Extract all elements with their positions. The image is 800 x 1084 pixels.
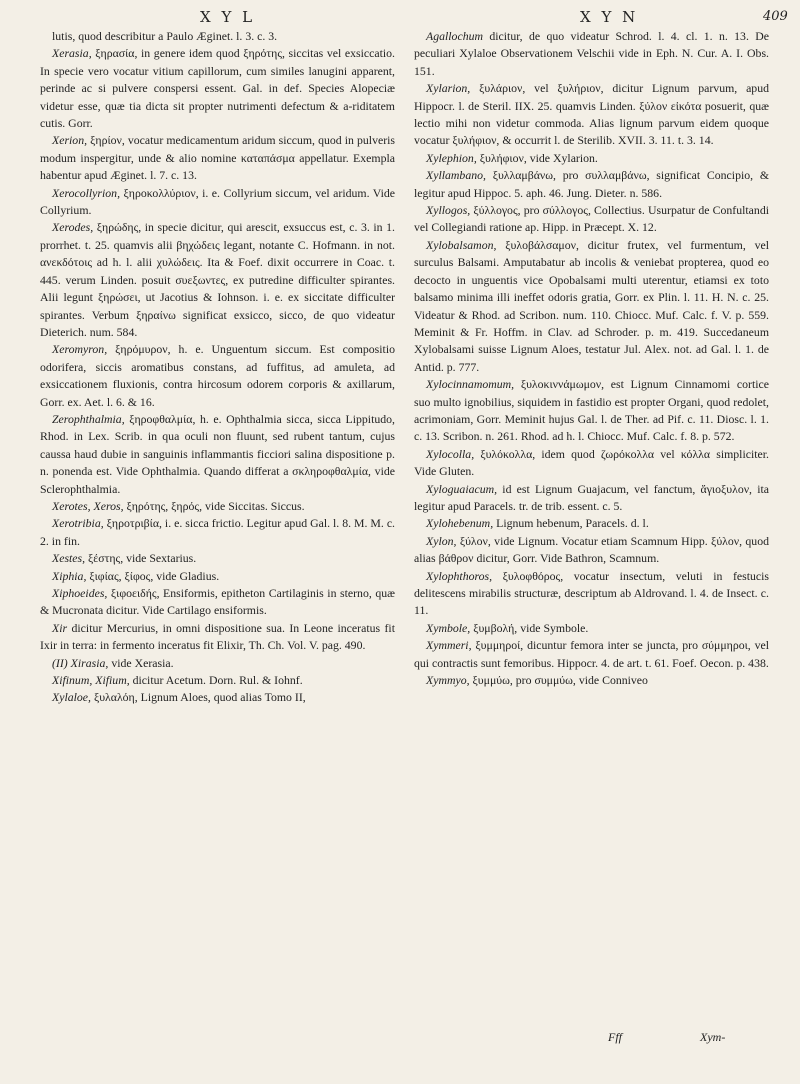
dictionary-entry <box>414 150 769 167</box>
dictionary-entry <box>40 45 395 132</box>
entry-text: ξηρότης, ξηρός, vide Siccitas. Siccus. <box>126 498 305 513</box>
dictionary-entry <box>414 568 769 620</box>
entry-text: ξηρώδης, in specie dicitur, qui arescit, exsuccus est, c. 3. in 1. prorrhet. t. 25. quamvis alii βηχώδεις legant, notante C. Hofmann. in not. ανεκδότοις ad h. l. alii χυλώδεις. Ita & Foef. dixit occurrere in Coac. t. 445. verum Linden. posuit συεξωντες, ex putredine difficulter spirantes. Alii legunt ξηρώσει, ut Jacotius & Iohnson. i. e. ex siccitate difficulter spirantes. Verbum ξηραίνω significat exsicco, sicco, de quo videatur Dieterich. num. 584. <box>40 220 396 339</box>
entry-text: ξυλαλόη, Lignum Aloes, quod alias Tomo II, <box>93 690 306 705</box>
dictionary-entry <box>414 237 769 376</box>
entry-term: Xerion, <box>52 133 88 148</box>
dictionary-entry <box>414 202 769 237</box>
header-right: X Y N <box>580 8 639 26</box>
dictionary-entry <box>40 568 395 585</box>
dictionary-entry <box>414 167 769 202</box>
entry-text: ξυλοκιννάμωμον, est Lignum Cinnamomi cortice suo multo ignobilius, siquidem in fastidio est propter Organi, quod redolet, acrimoniam, Gorr. Meminit hujus Gal. l. de Ther. ad Pif. c. 11. Diosc. l. 1. c. 13. Scribon. n. 261. Rhod. ad h. l. Chiocc. Muf. Calc. f. 8. p. 572. <box>414 377 769 444</box>
entry-term: Xylocolla, <box>426 446 475 461</box>
entry-term: Xerocollyrion, <box>52 185 121 200</box>
entry-term: Xyllogos, <box>426 203 471 218</box>
entry-term: Xiphoeides, <box>52 586 108 600</box>
entry-term: Xylocinnamomum, <box>426 377 515 392</box>
dictionary-entry <box>40 28 395 45</box>
entry-term: Xyloguaiacum, <box>426 481 498 496</box>
catchword: Xym- <box>700 1030 726 1044</box>
entry-text: id est Lignum Guajacum, vel fanctum, ἅγιοξυλον, ita legitur apud Paracels. tr. de trib. essent. c. 5. <box>414 481 769 513</box>
entry-text: ξυμμύω, pro συμμύω, vide Conniveo <box>472 673 648 688</box>
dictionary-entry <box>414 80 769 150</box>
dictionary-entry <box>414 620 769 637</box>
dictionary-entry <box>414 672 769 689</box>
entry-text: ξηροφθαλμία, h. e. Ophthalmia sicca, sicca Lippitudo, Rhod. in Lex. Scrib. in qua oculi non fluunt, sed rubent tantum, cujus caussa haud dubie in sanguinis inflammantis ficciori salina dispositione p. n. ponenda est. Vide Ophthalmia. Quando differat a σκληροφθαλμία, vide Sclerophthalmia. <box>40 411 395 496</box>
entry-term: Xylohebenum, <box>426 516 494 531</box>
entry-text: ξηρασία, in genere idem quod ξηρότης, siccitas vel exsiccatio. In specie vero vocatur vitium capillorum, cum similes lanugini apparent, perinde ac si pulvere conspersi essent. Gal. in def. Species Alopeciæ videtur esse, quæ tia dicta sit propter nutrimenti defectum & a-riditatem cutis. Gorr. <box>40 46 395 131</box>
right-column <box>414 28 769 689</box>
entry-term: Zerophthalmia, <box>52 411 125 426</box>
entry-term: (II) Xirasia, <box>52 655 109 670</box>
entry-text: dicitur Acetum. Dorn. Rul. & Iohnf. <box>132 673 303 688</box>
entry-text: ξυλόκολλα, idem quod ζωρόκολλα vel κόλλα simpliciter. Vide Gluten. <box>414 446 769 479</box>
entry-term: Xeromyron, <box>52 342 108 357</box>
entry-term: Xerotes, Xeros, <box>52 498 124 513</box>
entry-text: ξέστης, vide Sextarius. <box>88 551 197 566</box>
dictionary-entry <box>414 376 769 446</box>
dictionary-entry <box>40 341 395 411</box>
entry-term: Xerotribia, <box>52 516 104 531</box>
entry-term: Xir <box>52 620 68 635</box>
entry-term: Xyllambano, <box>426 168 486 183</box>
dictionary-entry <box>414 28 769 80</box>
left-column <box>40 28 395 707</box>
dictionary-entry <box>414 533 769 568</box>
entry-text: ξηρίον, vocatur medicamentum aridum siccum, quod in pulveris modum inspergitur, unde & alio nomine καταπάσμα appellatur. Exempla habentur apud Æginet. l. 7. c. 13. <box>40 133 395 183</box>
dictionary-entry <box>40 655 395 672</box>
dictionary-entry <box>40 620 395 655</box>
dictionary-entry <box>40 689 395 706</box>
dictionary-entry <box>40 498 395 515</box>
entry-term: Xerasia, <box>52 46 92 61</box>
entry-text: Lignum hebenum, Paracels. d. l. <box>496 516 649 531</box>
page-number: 409 <box>763 9 788 24</box>
entry-text: ξυλάριον, vel ξυλήριον, dicitur Lignum parvum, apud Hippocr. l. de Steril. IIX. 25. quamvis Linden. ξύλον εἰκότα posuerit, quæ lectio mihi non videtur commoda. Alias lignum parvum eidem quoque vocatur ξυλήφιον, & occurrit l. de Sterilib. XVII. 3. 11. t. 3. 14. <box>414 81 770 148</box>
entry-term: Xymmyo, <box>426 673 470 688</box>
entry-text: ξύλλογος, pro σύλλογος, Collectius. Usurpatur de Confultandi vel Collegiandi ratione ap. Hipp. in Præcept. X. 12. <box>414 203 769 235</box>
entry-text: ξιφίας, ξίφος, vide Gladius. <box>89 568 220 583</box>
dictionary-entry <box>414 515 769 532</box>
entry-text: ξυλοφθόρος, vocatur insectum, veluti in festucis delitescens mirabilis structuræ, descriptum ab Aldrovand. l. 4. de Insect. c. 11. <box>414 568 769 618</box>
entry-text: ξηροκολλύριον, i. e. Collyrium siccum, vel aridum. Vide Collyrium. <box>40 185 395 218</box>
dictionary-entry <box>414 446 769 481</box>
entry-text: ξυλήφιον, vide Xylarion. <box>479 150 598 165</box>
entry-term: Xerodes, <box>52 220 94 235</box>
entry-term: Xifinum, Xifium, <box>52 673 130 688</box>
entry-text: ξυλλαμβάνω, pro συλλαμβάνω, significat Concipio, & legitur apud Hippoc. 5. aph. 46. Jung. Dieter. n. 586. <box>414 168 769 200</box>
dictionary-entry <box>414 637 769 672</box>
header-left: X Y L <box>200 8 256 26</box>
entry-term: Xymmeri, <box>426 638 472 653</box>
dictionary-entry <box>40 550 395 567</box>
entry-term: Xylarion, <box>426 81 471 96</box>
entry-text: dicitur, de quo videatur Schrod. l. 4. cl. 1. n. 13. De peculiari Xylaloe Observationem Velschii vide in Eph. N. Cur. A. I. Obs. 151. <box>414 29 769 78</box>
entry-text: ξιφοειδής, Ensiformis, epitheton Cartilaginis in sterno, quæ & Mucronata dicitur. Vide Cartilago ensiformis. <box>40 586 395 618</box>
dictionary-entry <box>40 132 395 184</box>
dictionary-entry <box>40 185 395 220</box>
entry-term: Xylon, <box>426 533 457 548</box>
entry-term: Xymbole, <box>426 620 471 635</box>
entry-term: Agallochum <box>426 29 484 43</box>
entry-text: ξηροτριβία, i. e. sicca frictio. Legitur apud Gal. l. 8. M. M. c. 2. in fin. <box>40 516 396 548</box>
entry-text: ξηρόμυρον, h. e. Unguentum siccum. Est compositio odorifera, siccis aromatibus constans, ad fuffitus, ad amuleta, ad exsiccationem fluxionis, contra hircosum odorem corporis & axillarum, Gorr. ex. Aet. l. 6. & 16. <box>40 342 396 409</box>
signature-mark: Fff <box>608 1030 622 1044</box>
dictionary-entry <box>40 515 395 550</box>
entry-term: Xylobalsamon, <box>426 237 497 252</box>
entry-text: ξυμμηροί, dicuntur femora inter se juncta, pro σύμμηροι, vel qui contractis sunt femoribus. Hippocr. 4. de art. t. 61. Foef. Oecon. p. 438. <box>414 638 770 670</box>
running-header <box>0 8 800 30</box>
entry-text: ξύλον, vide Lignum. Vocatur etiam Scamnum Hipp. ξύλον, quod alias βάθρον dicitur, Gorr. Vide Bathron, Scamnum. <box>414 533 770 566</box>
dictionary-entry <box>40 411 395 498</box>
dictionary-entry <box>40 585 395 620</box>
entry-text: vide Xerasia. <box>111 655 174 670</box>
entry-term: Xestes, <box>52 551 86 566</box>
entry-term: Xylophthoros, <box>426 568 493 583</box>
entry-text: ξυλοβάλσαμον, dicitur frutex, vel furmentum, vel surculus Balsami. Amputabatur ab incolis & veniebat propterea, quod eo decocto in unguentis vice Opobalsami multi uterentur, etiamsi ex toto balsamo minima illi ineffet odoris gratia, Gorr. ex Plin. l. 11. H. N. c. 25. Videatur & Rhod. ad Scribon. num. 110. Chiocc. Muf. Calc. f. V. p. 559. Meminit & Fr. Hoffm. in Clav. ad Schroder. p. m. 419. Succedaneum Xylobalsami suisse Lignum Aloes, testatur Jul. Alex. not. ad Gal. l. 1. de Antid. p. 777. <box>414 237 769 374</box>
entry-term: Xiphia, <box>52 568 87 583</box>
entry-term: Xylephion, <box>426 150 477 165</box>
entry-text: ξυμβολή, vide Symbole. <box>473 620 589 635</box>
dictionary-entry <box>40 672 395 689</box>
entry-text: dicitur Mercurius, in omni dispositione sua. In Leone inceratus fit Ixir in terra: in fermento inceratus fit Elixir, Th. Ch. Vol. V. pag. 490. <box>40 620 395 653</box>
dictionary-entry <box>414 481 769 516</box>
entry-term: Xylaloe, <box>52 690 91 705</box>
entry-text: lutis, quod describitur a Paulo Æginet. l. 3. c. 3. <box>52 29 278 43</box>
dictionary-entry <box>40 219 395 341</box>
